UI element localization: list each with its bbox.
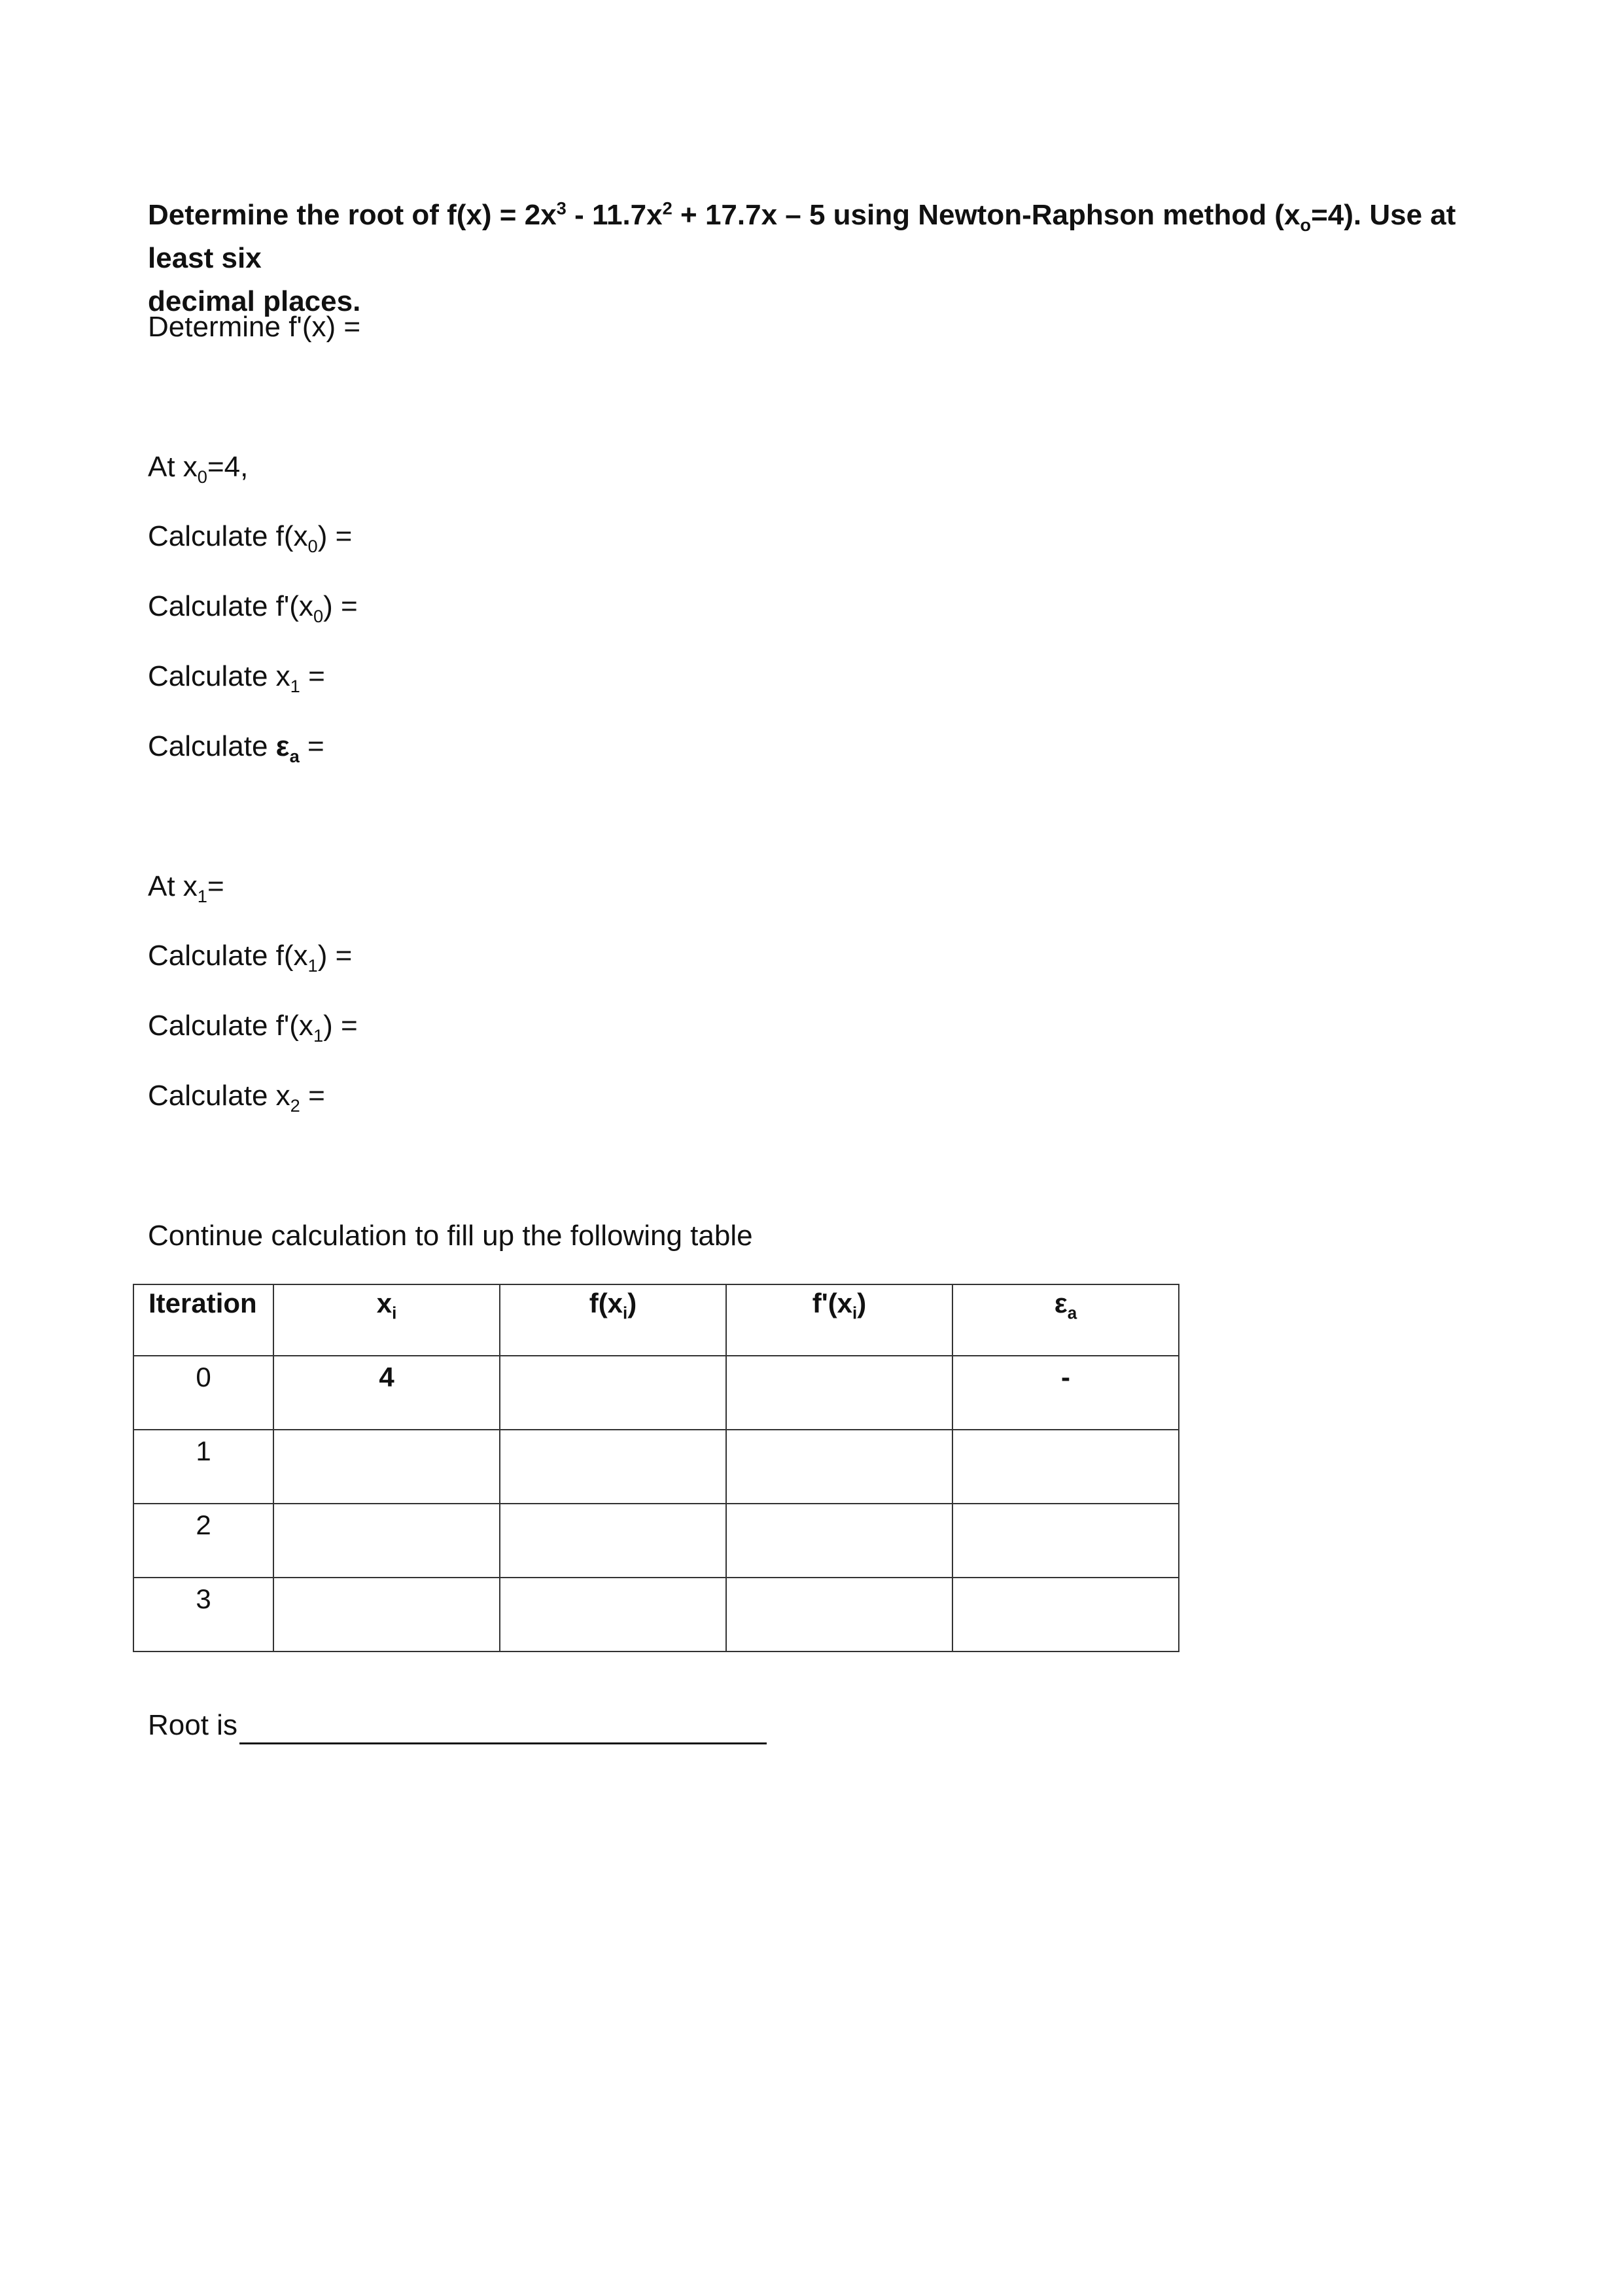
cell-xi (273, 1578, 500, 1651)
table-row (133, 1504, 1179, 1578)
cell-xi (273, 1430, 500, 1504)
header-dfxi: $f'(x_i)$ (726, 1284, 952, 1356)
cell-ea (952, 1578, 1179, 1651)
problem-text-part: decimal places. (148, 285, 361, 317)
cell-dfxi (726, 1504, 952, 1578)
subscript-0: o (1300, 214, 1312, 235)
problem-text-part: Determine the root of f(x) = 2x (148, 199, 557, 231)
problem-text-part: =4). Use at least six (148, 199, 1456, 274)
table-row (133, 1356, 1179, 1430)
cell-iteration: 2 (133, 1504, 273, 1578)
calc-fx1-prompt: Calculate $f(x_1)$ = (148, 940, 353, 976)
cell-fxi (500, 1356, 726, 1430)
at-x0-heading: At $x_0=4$, (148, 451, 249, 487)
cell-iteration: 0 (133, 1356, 273, 1430)
header-iteration: Iteration (133, 1284, 273, 1356)
cell-fxi (500, 1430, 726, 1504)
derivative-prompt: Determine f'(x) = (148, 311, 361, 343)
iteration-table (133, 1284, 1179, 1652)
header-ea: $\varepsilon_a$ (952, 1284, 1179, 1356)
header-xi: $x_i$ (273, 1284, 500, 1356)
at-x1-heading: At $x_1=$ (148, 870, 224, 906)
root-answer-blank (239, 1742, 767, 1744)
cell-xi (273, 1504, 500, 1578)
cell-dfxi (726, 1578, 952, 1651)
calc-ea-prompt: Calculate $\varepsilon_a$ = (148, 730, 324, 766)
problem-statement (148, 194, 1495, 323)
problem-text-part: - 11.7x (566, 199, 663, 231)
exponent-3: 3 (556, 198, 567, 219)
calc-dfx0-prompt: Calculate $f'(x_0)$ = (148, 590, 358, 626)
cell-dfxi (726, 1430, 952, 1504)
cell-ea (952, 1430, 1179, 1504)
cell-iteration: 1 (133, 1430, 273, 1504)
cell-iteration: 3 (133, 1578, 273, 1651)
calc-fx0-prompt: Calculate $f(x_0)$ = (148, 520, 353, 556)
cell-ea: - (952, 1356, 1179, 1430)
table-row (133, 1430, 1179, 1504)
cell-xi: 4 (273, 1356, 500, 1430)
cell-fxi (500, 1578, 726, 1651)
cell-ea (952, 1504, 1179, 1578)
header-fxi: $f(x_i)$ (500, 1284, 726, 1356)
calc-x2-prompt: Calculate $x_2$ = (148, 1080, 325, 1116)
cell-dfxi (726, 1356, 952, 1430)
problem-text-part: + 17.7x – 5 using Newton-Raphson method (x (672, 199, 1300, 231)
exponent-2: 2 (662, 198, 672, 219)
epsilon-symbol: ε (275, 730, 290, 762)
root-label: Root is (148, 1709, 237, 1741)
table-row (133, 1578, 1179, 1651)
table-header-row (133, 1284, 1179, 1356)
cell-fxi (500, 1504, 726, 1578)
calc-x1-prompt: Calculate $x_1$ = (148, 660, 325, 696)
continue-instruction: Continue calculation to fill up the following table (148, 1220, 753, 1252)
calc-dfx1-prompt: Calculate $f'(x_1)$ = (148, 1010, 358, 1046)
